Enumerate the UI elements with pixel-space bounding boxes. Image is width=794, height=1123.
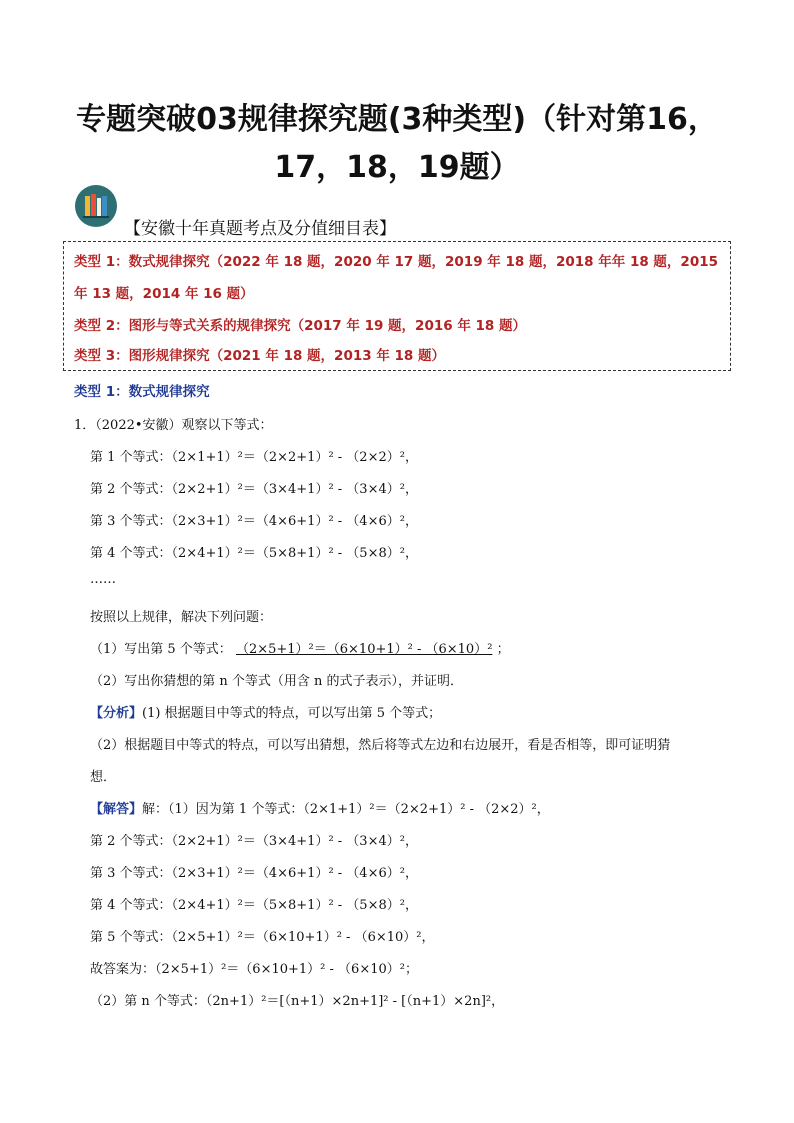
question-1-suffix: ； <box>496 642 510 657</box>
analysis-line-1 <box>90 702 441 721</box>
type-2-line: 类型 2：图形与等式关系的规律探究（2017 年 19 题，2016 年 18 题） <box>74 318 527 334</box>
types-summary-box <box>63 241 731 371</box>
problem-instruction: 按照以上规律，解决下列问题： <box>90 610 273 625</box>
question-1-answer: （2×5+1）²＝（6×10+1）² - （6×10）² <box>235 642 493 657</box>
solution-line-7: （2）第 n 个等式：（2n+1）²＝[（n+1）×2n+1]² - [（n+1）×2n]²， <box>90 994 505 1009</box>
problem-ellipsis: …… <box>90 572 116 587</box>
solution-line-4: 第 4 个等式：（2×4+1）²＝（5×8+1）² - （5×8）²， <box>90 898 418 913</box>
analysis-tag: 【分析】 <box>90 706 143 721</box>
solution-line-3: 第 3 个等式：（2×3+1）²＝（4×6+1）² - （4×6）²， <box>90 866 418 881</box>
solution-line-5: 第 5 个等式：（2×5+1）²＝（6×10+1）² - （6×10）²， <box>90 930 435 945</box>
analysis-text-1: (1) 根据题目中等式的特点，可以写出第 5 个等式； <box>142 706 442 721</box>
question-2: （2）写出你猜想的第 n 个等式（用含 n 的式子表示），并证明． <box>90 674 464 689</box>
type-3-line: 类型 3：图形规律探究（2021 年 18 题，2013 年 18 题） <box>74 348 446 364</box>
problem-equation-3: 第 3 个等式：（2×3+1）²＝（4×6+1）² - （4×6）²， <box>90 514 418 529</box>
type-1-line-cont: 年 13 题，2014 年 16 题） <box>74 286 254 302</box>
analysis-line-3: 想． <box>90 770 117 785</box>
books-logo-icon <box>74 184 118 228</box>
problem-equation-2: 第 2 个等式：（2×2+1）²＝（3×4+1）² - （3×4）²， <box>90 482 418 497</box>
question-1 <box>90 638 510 657</box>
title-line-2: 17，18，19题） <box>274 150 520 185</box>
problem-stem: 1．（2022•安徽）观察以下等式： <box>74 418 273 433</box>
section-heading: 类型 1：数式规律探究 <box>74 384 210 400</box>
solution-tag: 【解答】 <box>90 802 143 817</box>
problem-equation-4: 第 4 个等式：（2×4+1）²＝（5×8+1）² - （5×8）²， <box>90 546 418 561</box>
document-title <box>40 96 754 192</box>
problem-equation-1: 第 1 个等式：（2×1+1）²＝（2×2+1）² - （2×2）²， <box>90 450 418 465</box>
type-1-line: 类型 1：数式规律探究（2022 年 18 题，2020 年 17 题，2019 年 18 题，2018 年年 18 题，2015 <box>74 254 719 270</box>
analysis-line-2: （2）根据题目中等式的特点，可以写出猜想，然后将等式左边和右边展开，看是否相等，即可证明猜 <box>90 738 671 753</box>
title-line-1: 专题突破03规律探究题(3种类型)（针对第16， <box>76 102 718 137</box>
solution-line-6: 故答案为：（2×5+1）²＝（6×10+1）² - （6×10）²； <box>90 962 418 977</box>
solution-line-1 <box>90 798 550 817</box>
question-1-prefix: （1）写出第 5 个等式： <box>90 642 232 657</box>
table-heading: 【安徽十年真题考点及分值细目表】 <box>124 219 396 239</box>
solution-text-1: 解：（1）因为第 1 个等式：（2×1+1）²＝（2×2+1）² - （2×2）²， <box>142 802 550 817</box>
solution-line-2: 第 2 个等式：（2×2+1）²＝（3×4+1）² - （3×4）²， <box>90 834 418 849</box>
